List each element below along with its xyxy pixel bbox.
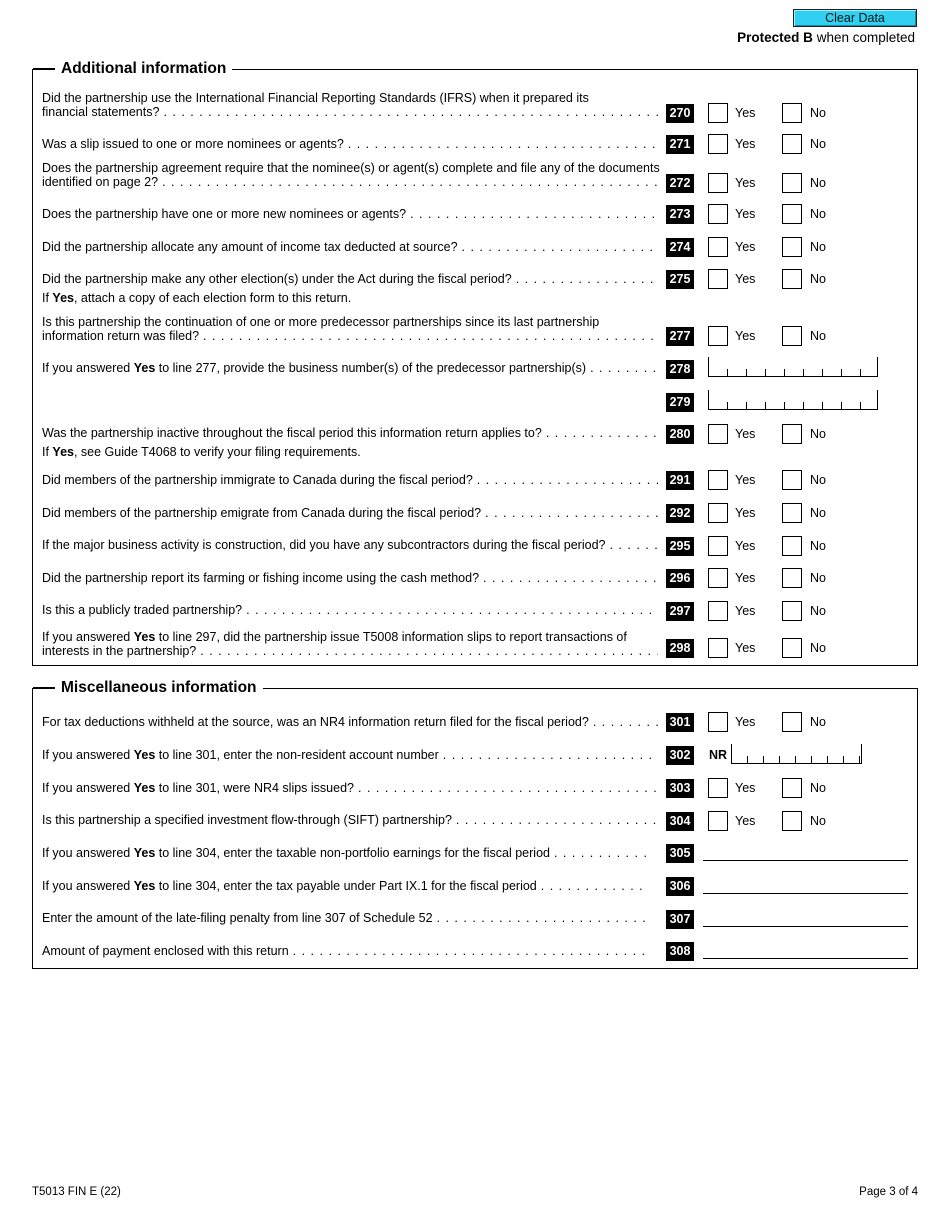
question-text: If you answered Yes to line 304, enter the tax payable under Part IX.1 for the fiscal period . . .: [42, 879, 649, 893]
late-filing-penalty-amount-field[interactable]: [703, 909, 908, 927]
no-label: No: [810, 506, 826, 520]
section-title: Miscellaneous information: [55, 678, 263, 698]
no-checkbox-272[interactable]: [782, 173, 802, 193]
no-checkbox-273[interactable]: [782, 204, 802, 224]
non-resident-account-number-field[interactable]: [731, 744, 862, 764]
line-code-306: 306: [666, 877, 694, 896]
question-text: If you answered Yes to line 301, enter the non-resident account number . . .: [42, 748, 658, 762]
line-code-296: 296: [666, 569, 694, 588]
question-text: Was the partnership inactive throughout the fiscal period this information return applies to? . . .: [42, 426, 658, 440]
tax-payable-amount-field[interactable]: [703, 876, 908, 894]
yes-label: Yes: [735, 137, 756, 151]
yes-label: Yes: [735, 571, 756, 585]
line-code-278: 278: [666, 360, 694, 379]
line-code-308: 308: [666, 942, 694, 961]
no-checkbox-304[interactable]: [782, 811, 802, 831]
question-text: Enter the amount of the late-filing penalty from line 307 of Schedule 52 . . .: [42, 911, 649, 925]
line-code-291: 291: [666, 471, 694, 490]
line-code-303: 303: [666, 779, 694, 798]
no-checkbox-295[interactable]: [782, 536, 802, 556]
yes-label: Yes: [735, 641, 756, 655]
line-code-270: 270: [666, 104, 694, 123]
miscellaneous-information-section: [32, 679, 918, 969]
yes-checkbox-295[interactable]: [708, 536, 728, 556]
line-code-277: 277: [666, 327, 694, 346]
yes-label: Yes: [735, 473, 756, 487]
yes-checkbox-292[interactable]: [708, 503, 728, 523]
yes-label: Yes: [735, 604, 756, 618]
yes-label: Yes: [735, 106, 756, 120]
yes-label: Yes: [735, 207, 756, 221]
yes-checkbox-298[interactable]: [708, 638, 728, 658]
line-code-297: 297: [666, 602, 694, 621]
yes-label: Yes: [735, 176, 756, 190]
yes-label: Yes: [735, 427, 756, 441]
yes-checkbox-296[interactable]: [708, 568, 728, 588]
yes-checkbox-272[interactable]: [708, 173, 728, 193]
yes-checkbox-275[interactable]: [708, 269, 728, 289]
line-code-272: 272: [666, 174, 694, 193]
no-label: No: [810, 473, 826, 487]
nr-prefix-label: NR: [709, 748, 728, 762]
no-checkbox-271[interactable]: [782, 134, 802, 154]
yes-checkbox-274[interactable]: [708, 237, 728, 257]
yes-checkbox-277[interactable]: [708, 326, 728, 346]
line-code-304: 304: [666, 812, 694, 831]
no-checkbox-270[interactable]: [782, 103, 802, 123]
yes-label: Yes: [735, 240, 756, 254]
question-text: Amount of payment enclosed with this return . . .: [42, 944, 649, 958]
question-text: Did the partnership use the International Financial Reporting Standards (IFRS) when it prepared its financial statements? . . .: [42, 91, 658, 119]
no-label: No: [810, 329, 826, 343]
no-checkbox-296[interactable]: [782, 568, 802, 588]
yes-label: Yes: [735, 506, 756, 520]
clear-data-button[interactable]: Clear Data: [793, 9, 917, 27]
question-text: If you answered Yes to line 301, were NR4 slips issued? . . .: [42, 781, 658, 795]
question-text: Did the partnership make any other election(s) under the Act during the fiscal period? . . .: [42, 272, 658, 286]
page-number: Page 3 of 4: [859, 1186, 918, 1198]
line-code-274: 274: [666, 238, 694, 257]
taxable-earnings-amount-field[interactable]: [703, 843, 908, 861]
no-label: No: [810, 207, 826, 221]
question-text: Does the partnership have one or more new nominees or agents? . . .: [42, 207, 658, 221]
no-label: No: [810, 781, 826, 795]
line-code-301: 301: [666, 713, 694, 732]
question-note: If Yes, attach a copy of each election form to this return.: [42, 291, 352, 305]
yes-checkbox-280[interactable]: [708, 424, 728, 444]
yes-label: Yes: [735, 272, 756, 286]
no-label: No: [810, 604, 826, 618]
no-label: No: [810, 641, 826, 655]
question-text: Did members of the partnership emigrate from Canada during the fiscal period? . . .: [42, 506, 658, 520]
question-text: If you answered Yes to line 304, enter the taxable non-portfolio earnings for the fiscal period . . .: [42, 846, 649, 860]
no-checkbox-297[interactable]: [782, 601, 802, 621]
form-identifier: T5013 FIN E (22): [32, 1186, 121, 1198]
line-code-307: 307: [666, 910, 694, 929]
question-text: For tax deductions withheld at the source, was an NR4 information return filed for the fiscal period? . . .: [42, 715, 658, 729]
yes-label: Yes: [735, 814, 756, 828]
yes-label: Yes: [735, 715, 756, 729]
yes-checkbox-303[interactable]: [708, 778, 728, 798]
no-label: No: [810, 715, 826, 729]
line-code-275: 275: [666, 270, 694, 289]
line-code-271: 271: [666, 135, 694, 154]
question-text: Did the partnership allocate any amount of income tax deducted at source? . . .: [42, 240, 658, 254]
line-code-273: 273: [666, 205, 694, 224]
question-text: Does the partnership agreement require that the nominee(s) or agent(s) complete and file any of the documents identified on page 2? . . .: [42, 161, 658, 189]
business-number-field-278[interactable]: [708, 357, 878, 377]
question-text: Is this a publicly traded partnership? . . .: [42, 603, 658, 617]
yes-checkbox-297[interactable]: [708, 601, 728, 621]
yes-checkbox-270[interactable]: [708, 103, 728, 123]
yes-checkbox-273[interactable]: [708, 204, 728, 224]
no-label: No: [810, 814, 826, 828]
no-label: No: [810, 176, 826, 190]
line-code-280: 280: [666, 425, 694, 444]
no-label: No: [810, 272, 826, 286]
no-checkbox-301[interactable]: [782, 712, 802, 732]
line-code-279: 279: [666, 393, 694, 412]
no-label: No: [810, 571, 826, 585]
yes-checkbox-301[interactable]: [708, 712, 728, 732]
no-label: No: [810, 427, 826, 441]
line-code-305: 305: [666, 844, 694, 863]
question-text: Did members of the partnership immigrate to Canada during the fiscal period? . . .: [42, 473, 658, 487]
yes-label: Yes: [735, 781, 756, 795]
question-text: Was a slip issued to one or more nominees or agents? . . .: [42, 137, 658, 151]
question-text: Is this partnership a specified investment flow-through (SIFT) partnership? . . .: [42, 813, 658, 827]
no-label: No: [810, 240, 826, 254]
question-text: If you answered Yes to line 277, provide the business number(s) of the predecessor partnership(s) . . .: [42, 361, 658, 375]
section-title: Additional information: [55, 59, 232, 79]
payment-enclosed-amount-field[interactable]: [703, 941, 908, 959]
no-checkbox-277[interactable]: [782, 326, 802, 346]
question-text: If you answered Yes to line 297, did the partnership issue T5008 information slips to report transactions of interests in the partnership? . . .: [42, 630, 658, 658]
no-checkbox-298[interactable]: [782, 638, 802, 658]
no-checkbox-292[interactable]: [782, 503, 802, 523]
no-checkbox-303[interactable]: [782, 778, 802, 798]
line-code-298: 298: [666, 639, 694, 658]
line-code-295: 295: [666, 537, 694, 556]
question-text: Is this partnership the continuation of one or more predecessor partnerships since its last partnership information return was filed? . . .: [42, 315, 658, 343]
question-text: Did the partnership report its farming or fishing income using the cash method? . . .: [42, 571, 658, 585]
line-code-302: 302: [666, 746, 694, 765]
business-number-field-279[interactable]: [708, 390, 878, 410]
yes-checkbox-304[interactable]: [708, 811, 728, 831]
line-code-292: 292: [666, 504, 694, 523]
yes-checkbox-271[interactable]: [708, 134, 728, 154]
no-label: No: [810, 106, 826, 120]
protected-b-notice: Protected B when completed: [737, 30, 915, 45]
no-checkbox-274[interactable]: [782, 237, 802, 257]
yes-label: Yes: [735, 539, 756, 553]
no-checkbox-275[interactable]: [782, 269, 802, 289]
yes-checkbox-291[interactable]: [708, 470, 728, 490]
question-text: If the major business activity is construction, did you have any subcontractors during the fiscal period? . . .: [42, 538, 658, 552]
additional-information-section: [32, 60, 918, 666]
no-label: No: [810, 137, 826, 151]
no-label: No: [810, 539, 826, 553]
question-note: If Yes, see Guide T4068 to verify your filing requirements.: [42, 445, 361, 459]
yes-label: Yes: [735, 329, 756, 343]
no-checkbox-280[interactable]: [782, 424, 802, 444]
no-checkbox-291[interactable]: [782, 470, 802, 490]
